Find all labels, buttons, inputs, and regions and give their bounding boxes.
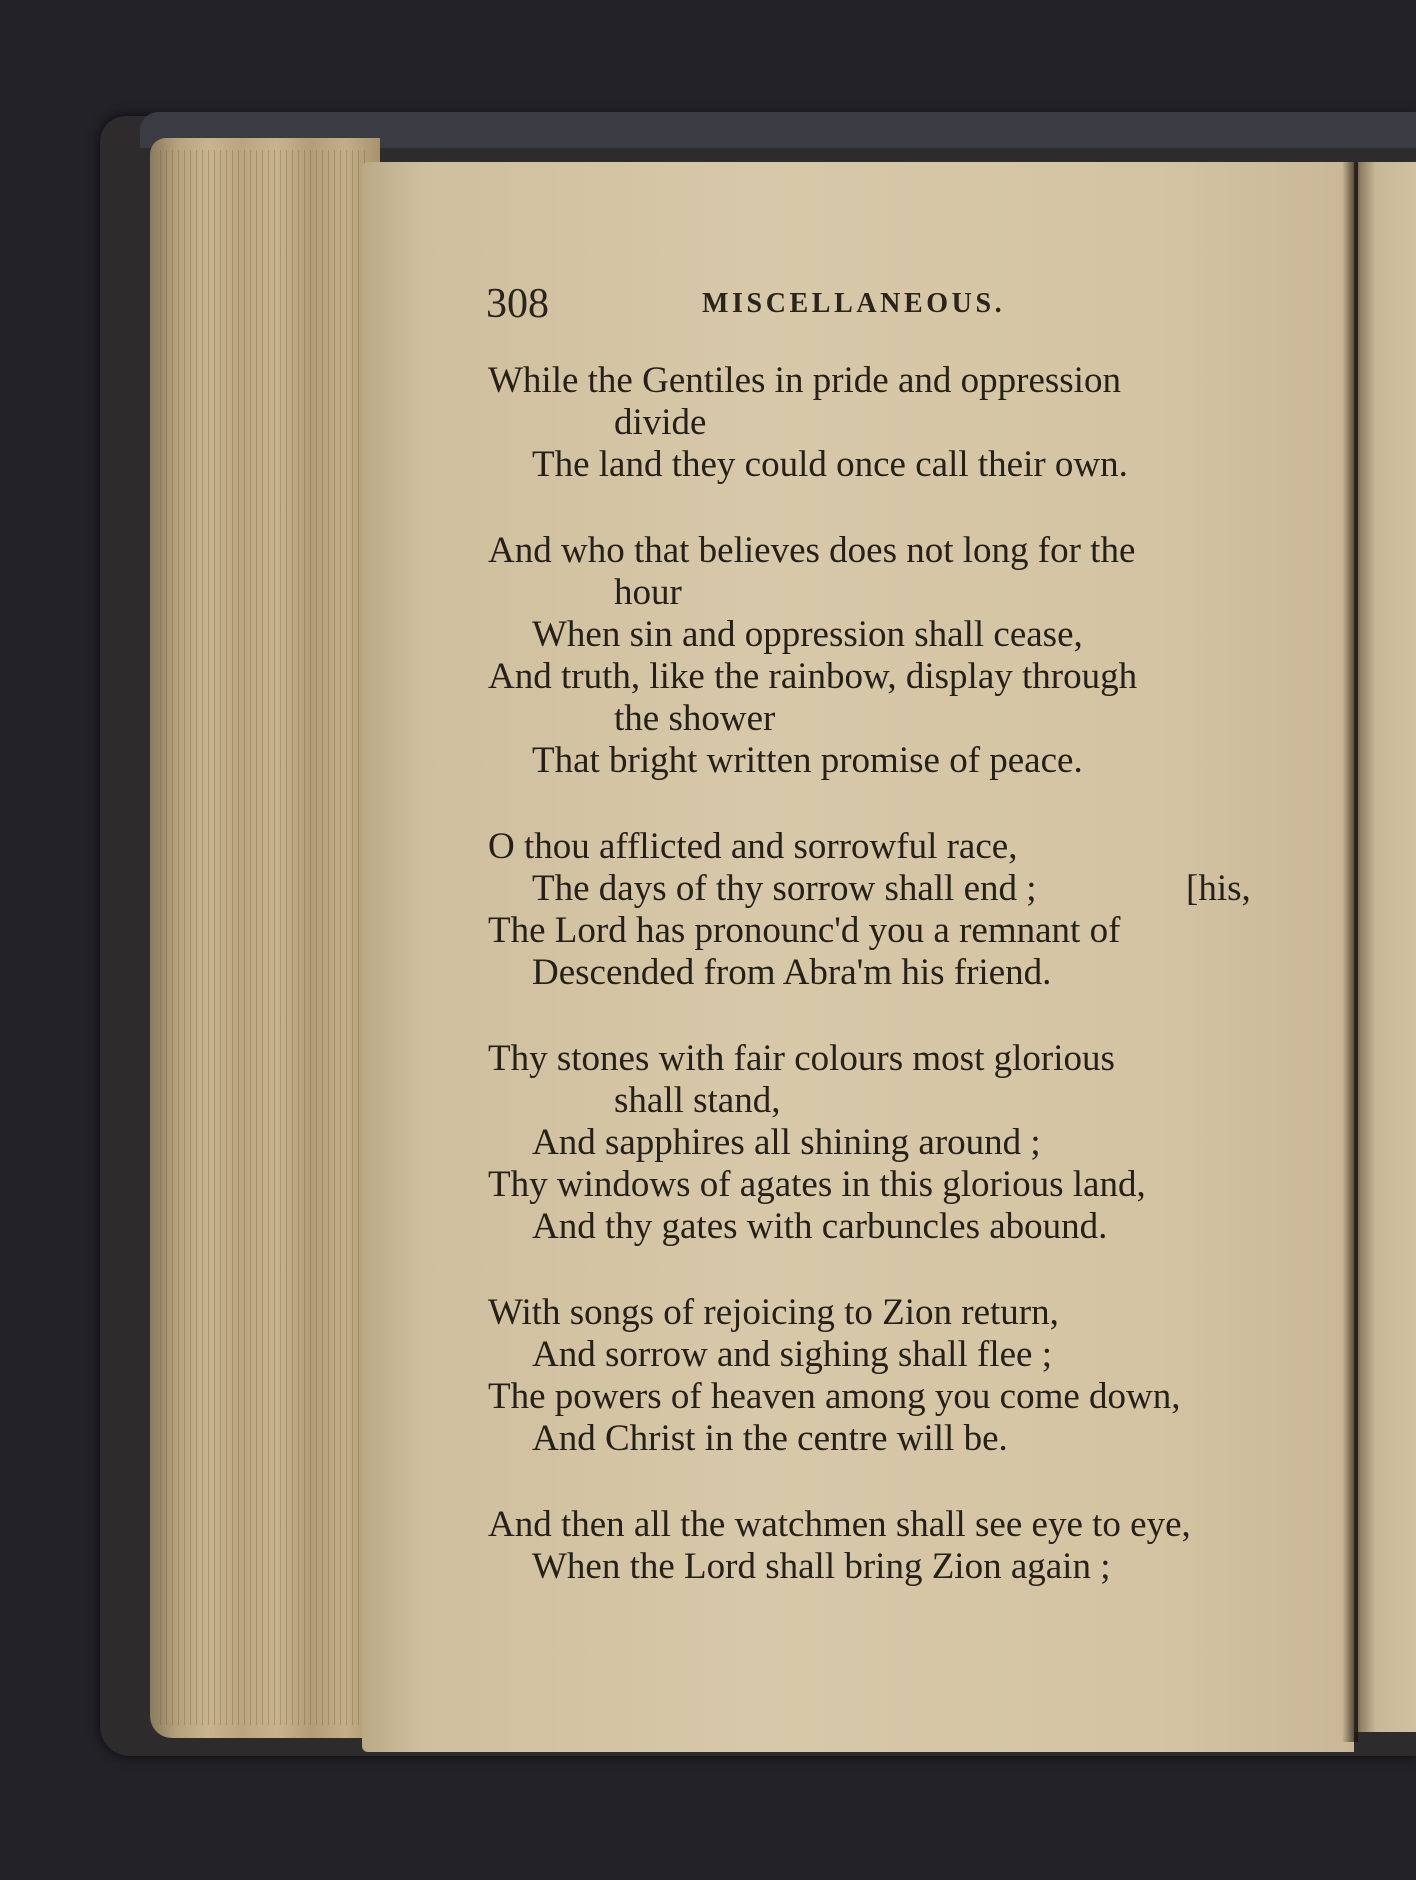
poem-turnover: [his, (1186, 868, 1251, 909)
poem-line: The days of thy sorrow shall end ; (532, 868, 1037, 909)
poem-line: The land they could once call their own. (532, 444, 1128, 485)
poem-line: And sorrow and sighing shall flee ; (532, 1334, 1052, 1375)
poem-line: The powers of heaven among you come down, (488, 1376, 1181, 1417)
page-edge-lines (160, 150, 370, 1725)
running-title: MISCELLANEOUS. (702, 288, 1006, 319)
poem-line: That bright written promise of peace. (532, 740, 1083, 781)
poem-line: And sapphires all shining around ; (532, 1122, 1041, 1163)
right-page-edge (1354, 162, 1416, 1732)
page-number: 308 (486, 281, 549, 327)
poem-line: When the Lord shall bring Zion again ; (532, 1546, 1111, 1587)
poem-line: When sin and oppression shall cease, (532, 614, 1083, 655)
page-gutter (1342, 162, 1358, 1742)
poem-line: And then all the watchmen shall see eye to eye, (488, 1504, 1191, 1545)
poem-line: And who that believes does not long for the (488, 530, 1136, 571)
poem-line: hour (614, 572, 682, 613)
poem-line: Thy windows of agates in this glorious land, (488, 1164, 1146, 1205)
poem-line: And truth, like the rainbow, display through (488, 656, 1138, 697)
poem-line: the shower (614, 698, 776, 739)
poem-line: Thy stones with fair colours most glorious (488, 1038, 1115, 1079)
poem-line: And thy gates with carbuncles abound. (532, 1206, 1108, 1247)
poem-line: shall stand, (614, 1080, 781, 1121)
poem-line: Descended from Abra'm his friend. (532, 952, 1052, 993)
poem-line: The Lord has pronounc'd you a remnant of (488, 910, 1121, 951)
poem-line: While the Gentiles in pride and oppression (488, 360, 1121, 401)
poem-line: divide (614, 402, 707, 443)
poem-line: O thou afflicted and sorrowful race, (488, 826, 1018, 867)
poem-line: And Christ in the centre will be. (532, 1418, 1008, 1459)
poem-line: With songs of rejoicing to Zion return, (488, 1292, 1059, 1333)
